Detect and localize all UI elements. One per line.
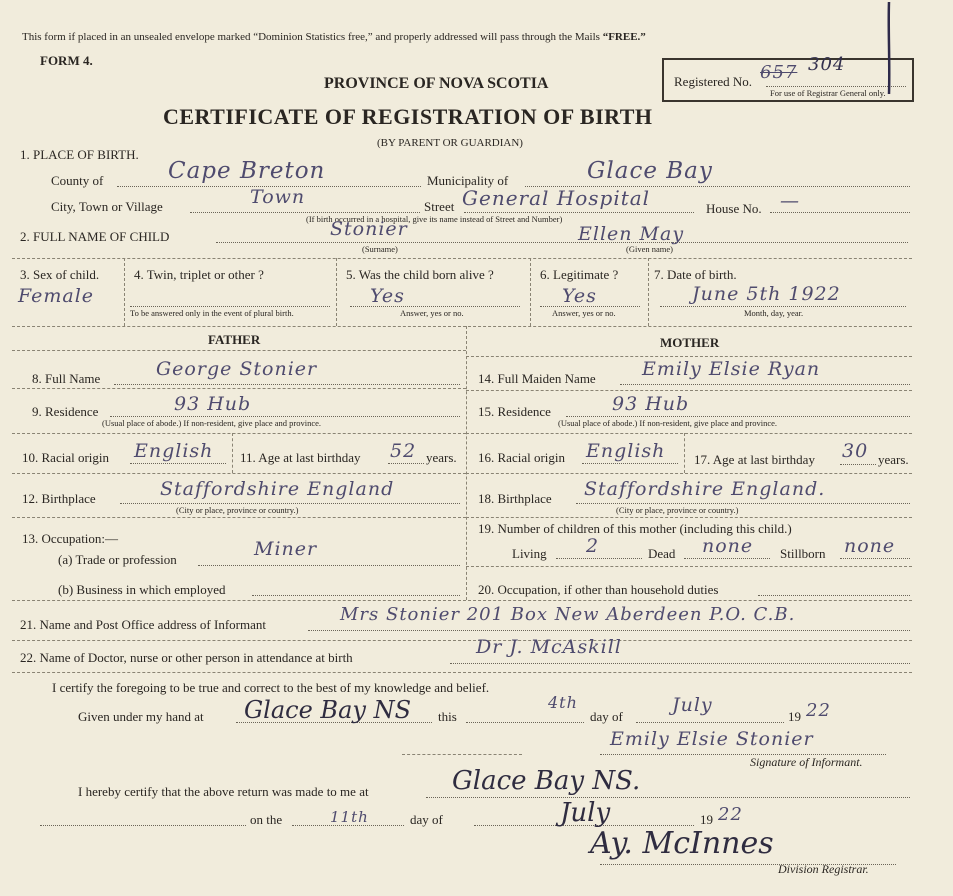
legitimate-label: 6. Legitimate ? (540, 267, 619, 282)
father-trade-label: (a) Trade or profession (58, 552, 177, 567)
mother-racial-label: 16. Racial origin (478, 450, 566, 465)
father-occupation-label: 13. Occupation:— (22, 531, 119, 546)
city-label: City, Town or Village (51, 199, 163, 214)
house-number-label: House No. (706, 201, 762, 216)
registrar-year-prefix: 19 (700, 812, 713, 827)
city-value: Town (250, 186, 306, 208)
dob-note: Month, day, year. (744, 308, 804, 318)
father-age-label: 11. Age at last birthday (240, 450, 361, 465)
street-value: General Hospital (462, 186, 651, 210)
mother-heading: MOTHER (660, 335, 720, 350)
born-alive-note: Answer, yes or no. (400, 308, 464, 318)
registrar-signature-caption: Division Registrar. (778, 862, 869, 876)
child-surname: Stonier (330, 218, 408, 240)
father-years-label: years. (426, 450, 457, 465)
mother-name-value: Emily Elsie Ryan (642, 358, 821, 380)
born-alive-value: Yes (370, 285, 405, 307)
legitimate-note: Answer, yes or no. (552, 308, 616, 318)
informant-signature-caption: Signature of Informant. (750, 755, 863, 769)
this-label: this (438, 709, 457, 724)
born-alive-label: 5. Was the child born alive ? (346, 267, 494, 282)
father-business-label: (b) Business in which employed (58, 582, 226, 597)
mother-age-value: 30 (842, 440, 869, 462)
father-racial-label: 10. Racial origin (22, 450, 110, 465)
informant-value: Mrs Stonier 201 Box New Aberdeen P.O. C.B. (340, 604, 796, 625)
dob-value: June 5th 1922 (692, 283, 841, 305)
certify-place-value: Glace Bay NS (244, 696, 412, 724)
father-birthplace-value: Staffordshire England (160, 478, 395, 500)
dead-value: none (702, 535, 754, 557)
county-value: Cape Breton (168, 158, 326, 184)
informant-label: 21. Name and Post Office address of Informant (20, 617, 266, 632)
municipality-value: Glace Bay (587, 158, 713, 184)
form-number: FORM 4. (40, 53, 93, 68)
stillborn-label: Stillborn (780, 546, 826, 561)
father-age-value: 52 (390, 440, 417, 462)
sex-value: Female (18, 285, 95, 307)
mother-birthplace-note: (City or place, province or country.) (616, 505, 739, 515)
municipality-label: Municipality of (427, 173, 509, 188)
mother-age-label: 17. Age at last birthday (694, 452, 815, 467)
given-under-label: Given under my hand at (78, 709, 204, 724)
living-label: Living (512, 546, 547, 561)
father-residence-note: (Usual place of abode.) If non-resident, give place and province. (102, 418, 322, 428)
on-the-label: on the (250, 812, 283, 827)
registrar-month-value: July (560, 798, 611, 828)
province-heading: PROVINCE OF NOVA SCOTIA (324, 75, 549, 92)
county-label: County of (51, 173, 104, 188)
mother-birthplace-value: Staffordshire England. (584, 478, 826, 500)
registered-old-number: 657 (760, 62, 798, 83)
certify-statement: I certify the foregoing to be true and correct to the best of my knowledge and belief. (52, 680, 490, 695)
pen-stroke-mark (880, 0, 900, 110)
given-name-caption: (Given name) (626, 244, 673, 254)
mother-birthplace-label: 18. Birthplace (478, 491, 552, 506)
mother-residence-note: (Usual place of abode.) If non-resident, give place and province. (558, 418, 778, 428)
father-trade-value: Miner (254, 538, 318, 560)
child-name-label: 2. FULL NAME OF CHILD (20, 229, 170, 244)
registrar-year-value: 22 (718, 804, 743, 825)
legitimate-value: Yes (562, 285, 597, 307)
sex-label: 3. Sex of child. (20, 267, 100, 282)
document-title: CERTIFICATE OF REGISTRATION OF BIRTH (163, 104, 653, 129)
living-value: 2 (586, 535, 600, 557)
certify-day-of-label: day of (590, 709, 623, 724)
father-name-label: 8. Full Name (32, 371, 101, 386)
registrar-place-value: Glace Bay NS. (452, 766, 641, 796)
father-birthplace-note: (City or place, province or country.) (176, 505, 299, 515)
informant-signature: Emily Elsie Stonier (610, 728, 814, 750)
hospital-note: (If birth occurred in a hospital, give its name instead of Street and Number) (306, 214, 563, 224)
child-given-name: Ellen May (578, 223, 685, 245)
surname-caption: (Surname) (362, 244, 398, 254)
father-residence-value: 93 Hub (174, 393, 252, 415)
doctor-value: Dr J. McAskill (476, 636, 622, 658)
father-residence-label: 9. Residence (32, 404, 99, 419)
mail-notice: This form if placed in an unsealed envelope marked “Dominion Statistics free,” and properly addressed will pass through the Mails “FREE.” (22, 31, 646, 43)
twin-label: 4. Twin, triplet or other ? (134, 267, 264, 282)
certify-day-value: 4th (548, 693, 578, 712)
father-heading: FATHER (208, 332, 261, 347)
dead-label: Dead (648, 546, 676, 561)
registrar-day-of-label: day of (410, 812, 443, 827)
children-count-label: 19. Number of children of this mother (including this child.) (478, 521, 792, 536)
mother-name-label: 14. Full Maiden Name (478, 371, 596, 386)
mother-residence-value: 93 Hub (612, 393, 690, 415)
mother-occupation-label: 20. Occupation, if other than household duties (478, 582, 719, 597)
registered-note: For use of Registrar General only. (770, 88, 886, 98)
house-number-value: — (780, 190, 800, 212)
doctor-label: 22. Name of Doctor, nurse or other person in attendance at birth (20, 650, 353, 665)
twin-note: To be answered only in the event of plural birth. (130, 308, 294, 318)
registrar-statement: I hereby certify that the above return was made to me at (78, 784, 369, 799)
certify-month-value: July (672, 694, 713, 716)
mother-racial-value: English (586, 440, 666, 462)
mother-years-label: years. (878, 452, 909, 467)
father-racial-value: English (134, 440, 214, 462)
stillborn-value: none (844, 535, 896, 557)
registered-number: 304 (808, 54, 846, 75)
document-subtitle: (BY PARENT OR GUARDIAN) (377, 137, 523, 149)
certify-year-value: 22 (806, 700, 831, 721)
father-birthplace-label: 12. Birthplace (22, 491, 96, 506)
father-name-value: George Stonier (156, 358, 318, 380)
mother-residence-label: 15. Residence (478, 404, 551, 419)
registered-label: Registered No. (674, 74, 752, 89)
registrar-signature: Ay. McInnes (590, 826, 774, 861)
dob-label: 7. Date of birth. (654, 267, 737, 282)
registrar-day-value: 11th (330, 808, 369, 826)
certify-year-prefix: 19 (788, 709, 801, 724)
place-of-birth-heading: 1. PLACE OF BIRTH. (20, 147, 139, 162)
street-label: Street (424, 199, 455, 214)
